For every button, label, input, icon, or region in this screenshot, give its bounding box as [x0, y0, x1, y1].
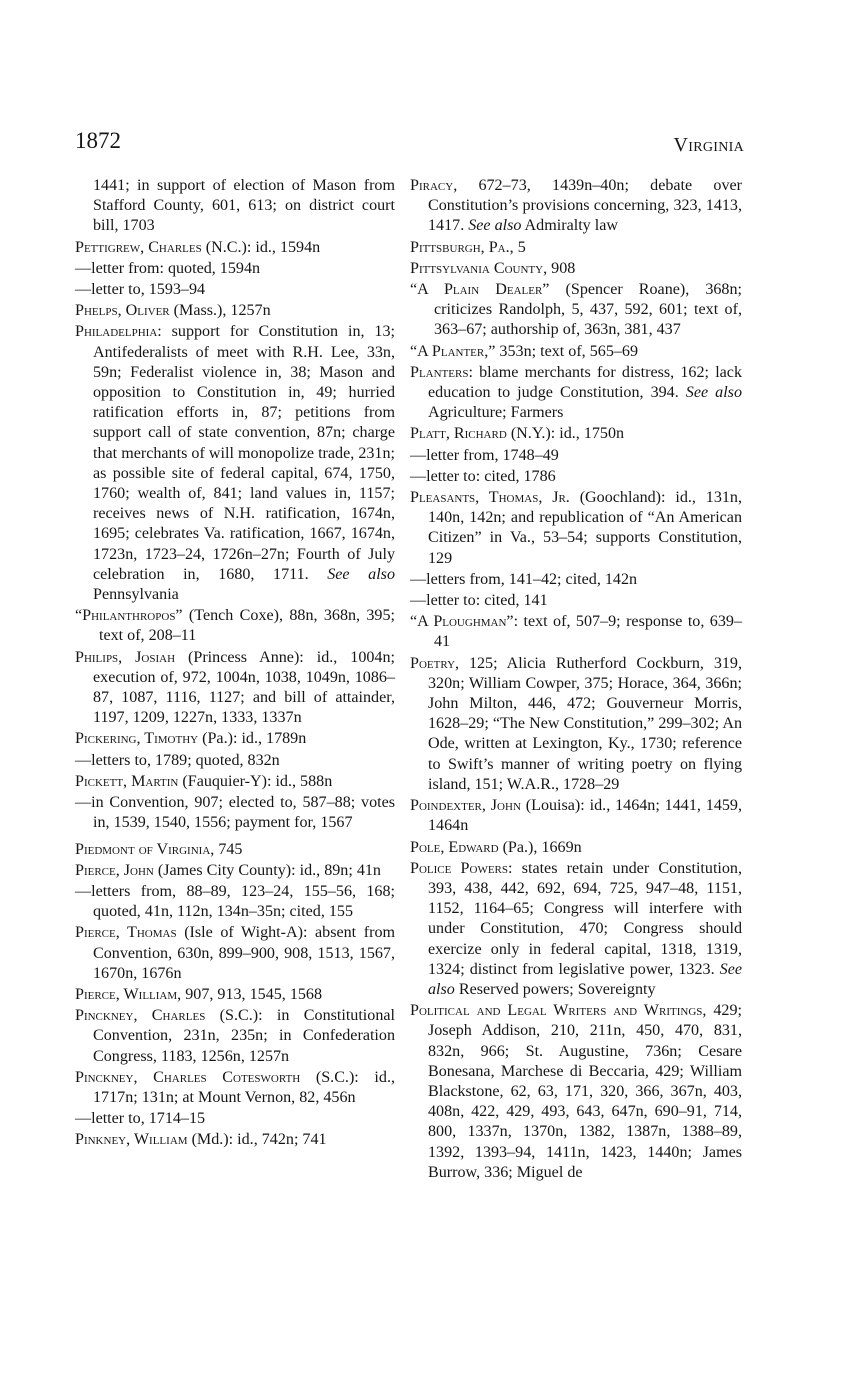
index-entry	[75, 176, 395, 237]
index-headword: “Philanthropos”	[75, 607, 183, 625]
index-entry	[75, 793, 395, 833]
index-entry	[410, 591, 742, 611]
index-entry	[75, 648, 395, 729]
index-entry	[75, 861, 395, 881]
index-entry	[75, 1068, 395, 1108]
index-headword: Pickett, Martin	[75, 772, 179, 790]
index-entry	[410, 796, 742, 836]
index-entry-text: (Tench Coxe), 88n, 368n, 395; text of, 208–11	[99, 607, 395, 645]
see-also-target: Reserved powers; Sovereignty	[454, 980, 656, 998]
page-number: 1872	[75, 128, 121, 153]
index-headword: Phelps, Oliver	[75, 302, 170, 320]
index-entry-text: (Goochland): id., 131n, 140n, 142n; and republication of “An American Citizen” in Va., 53–54; supports Constitution, 129	[428, 489, 742, 567]
index-entry	[75, 280, 395, 300]
index-headword: Piedmont of Virginia	[75, 840, 211, 858]
index-entry	[410, 176, 742, 237]
index-entry	[410, 570, 742, 590]
index-column-left	[75, 176, 395, 1152]
index-headword: Poindexter, John	[410, 797, 521, 815]
see-also-target: Admiralty law	[521, 217, 618, 235]
index-headword: Piracy	[410, 177, 454, 194]
index-entry-text: (N.Y.): id., 1750n	[506, 425, 625, 443]
index-entry	[75, 259, 395, 279]
index-entry	[75, 985, 395, 1005]
index-entry-text: —letter to, 1714–15	[75, 1110, 206, 1128]
index-entry-text: (Pa.): id., 1789n	[198, 730, 307, 748]
index-headword: Poetry	[410, 654, 456, 672]
index-headword: Pickering, Timothy	[75, 730, 199, 748]
index-headword: Pleasants, Thomas, Jr.	[410, 489, 570, 507]
index-entry	[410, 1001, 742, 1183]
index-entry-text: —letter from, 1748–49	[410, 446, 559, 464]
index-entry-text: —letters from, 88–89, 123–24, 155–56, 168; quoted, 41n, 112n, 134n–35n; cited, 155	[75, 882, 395, 921]
index-headword: Pinckney, Charles Cotesworth	[75, 1068, 301, 1086]
index-entry	[410, 654, 742, 795]
index-entry-text: , 745	[210, 840, 243, 858]
index-entry-text: (Princess Anne): id., 1004n; execution of, 972, 1004n, 1038, 1049n, 1086–87, 1087, 1116, 1127; and bill of attainder, 1197, 1209, 1227n, 1333, 1337n	[93, 648, 395, 727]
index-entry	[410, 238, 742, 258]
index-entry	[410, 488, 742, 569]
index-entry	[410, 612, 742, 652]
index-entry	[75, 840, 395, 860]
index-entry	[75, 772, 395, 792]
index-entry-text: (Louisa): id., 1464n; 1441, 1459, 1464n	[428, 797, 742, 835]
index-entry-text: : support for Constitution in, 13; Antifederalists of meet with R.H. Lee, 33n, 59n; Federalist violence in, 38; Mason and opposition to Constitution in, 49; hurried ratification efforts in, 87; petitions from support call of state convention, 87n; charge that merchants of will monopolize trade, 231n; as possible site of federal capital, 674, 1750, 1760; wealth of, 841; land values in, 1157; receives news of N.H. ratification, 1674n, 1695; celebrates Va. ratification, 1667, 1674n, 1723n, 1723–24, 1726n–27n; Fourth of July celebration in, 1680, 1711.	[93, 323, 395, 583]
index-entry-text: , 672–73, 1439n–40n; debate over Constitution’s provisions concerning, 323, 1413, 1417.	[428, 177, 742, 235]
index-entry	[75, 1006, 395, 1067]
index-entry-text: (Md.): id., 742n; 741	[187, 1131, 327, 1149]
index-entry	[410, 259, 742, 279]
see-also-label: See also	[327, 565, 395, 583]
index-entry-text: 1441; in support of election of Mason from Stafford County, 601, 613; on district court bill, 1703	[93, 177, 395, 235]
index-entry	[410, 859, 742, 1000]
index-entry-text: —letter to, 1593–94	[75, 281, 206, 299]
index-entry-text: (N.C.): id., 1594n	[201, 238, 321, 256]
index-entry-text: —letter from: quoted, 1594n	[75, 259, 261, 277]
index-headword: Police Powers	[410, 859, 509, 877]
index-headword: Pittsburgh, Pa.	[410, 238, 510, 256]
index-entry-text: (Spencer Roane), 368n; criticizes Randolph, 5, 437, 592, 601; text of, 363–67; authorship of, 363n, 381, 437	[434, 281, 742, 339]
index-headword: “A Planter,”	[410, 342, 496, 360]
index-entry	[410, 446, 742, 466]
index-entry-text: , 5	[509, 238, 526, 256]
index-entry	[410, 424, 742, 444]
index-headword: Philadelphia	[75, 323, 158, 341]
see-also-label: See also	[428, 960, 742, 998]
index-headword: Pinckney, Charles	[75, 1007, 206, 1025]
index-entry-text: , 907, 913, 1545, 1568	[177, 985, 323, 1003]
index-entry	[410, 363, 742, 424]
index-headword: Pierce, William	[75, 985, 178, 1003]
index-entry-text: , 429; Joseph Addison, 210, 211n, 450, 470, 831, 832n, 966; St. Augustine, 736n; Cesare Bonesana, Marchese di Beccaria, 429; William Blackstone, 62, 63, 171, 320, 366, 367n, 403, 408n, 422, 429, 493, 643, 647n, 690–91, 714, 800, 1337n, 1370n, 1382, 1387n, 1388–89, 1392, 1393–94, 1411n, 1423, 1440n; James Burrow, 336; Miguel de	[428, 1002, 742, 1181]
index-entry-text: : text of, 507–9; response to, 639–41	[434, 613, 742, 651]
index-headword: “A Ploughman”	[410, 613, 514, 631]
index-entry-text: (S.C.): in Constitutional Convention, 231n, 235n; in Confederation Congress, 1183, 1256n, 1257n	[93, 1007, 395, 1065]
index-entry-text: —letter to: cited, 141	[410, 592, 548, 610]
index-entry-text: (Pa.), 1669n	[498, 838, 582, 856]
index-entry	[75, 1109, 395, 1129]
index-entry	[75, 322, 395, 605]
index-entry	[75, 751, 395, 771]
index-entry-text: —letters from, 141–42; cited, 142n	[410, 570, 638, 588]
index-entry-text: (S.C.): id., 1717n; 131n; at Mount Vernon, 82, 456n	[93, 1068, 395, 1106]
index-entry	[410, 467, 742, 487]
index-headword: Pettigrew, Charles	[75, 238, 202, 256]
see-also-target: Pennsylvania	[93, 586, 179, 604]
running-head: Virginia	[673, 134, 744, 156]
index-headword: Planters	[410, 363, 469, 381]
index-entry	[75, 301, 395, 321]
index-entry-text: —in Convention, 907; elected to, 587–88; votes in, 1539, 1540, 1556; payment for, 1567	[75, 794, 395, 832]
index-entry-text: , 125; Alicia Rutherford Cockburn, 319, 320n; William Cowper, 375; Horace, 364, 366n; John Milton, 446, 472; Gouverneur Morris, 1628–29; “The New Constitution,” 299–302; An Ode, written at Lexington, Ky., 1730; reference to Swift’s manner of writing poetry on flying island, 151; W.A.R., 1728–29	[428, 654, 742, 793]
index-entry-text: , 908	[543, 259, 576, 277]
index-headword: Pinkney, William	[75, 1131, 188, 1149]
index-entry	[75, 238, 395, 258]
index-entry-text: (James City County): id., 89n; 41n	[153, 861, 381, 879]
index-entry	[75, 606, 395, 646]
index-entry-text: : states retain under Constitution, 393, 438, 442, 692, 694, 725, 947–48, 1151, 1152, 1164–65; Congress will interfere with under Constitution, 470; Congress should exercize only in federal capital, 1318, 1319, 1324; distinct from legislative power, 1323.	[428, 859, 743, 978]
index-entry	[75, 882, 395, 922]
see-also-label: See also	[685, 384, 742, 402]
index-entry	[75, 923, 395, 984]
index-headword: Pole, Edward	[410, 838, 499, 856]
index-entry-text: (Mass.), 1257n	[169, 302, 271, 320]
index-entry	[410, 838, 742, 858]
index-headword: Political and Legal Writers and Writings	[410, 1002, 703, 1020]
index-entry	[75, 1130, 395, 1150]
index-entry-text: —letters to, 1789; quoted, 832n	[75, 751, 280, 769]
index-entry-text: (Isle of Wight-A): absent from Convention, 630n, 899–900, 908, 1513, 1567, 1670n, 1676n	[93, 924, 396, 982]
index-headword: Pierce, John	[75, 861, 154, 879]
index-column-right	[410, 176, 742, 1184]
index-headword: Platt, Richard	[410, 425, 507, 443]
index-entry	[410, 342, 742, 362]
index-headword: Pierce, Thomas	[75, 924, 177, 942]
index-entry-text: —letter to: cited, 1786	[410, 467, 556, 485]
index-headword: Philips, Josiah	[75, 648, 176, 666]
index-entry-text: : blame merchants for distress, 162; lack education to judge Constitution, 394.	[428, 363, 742, 402]
index-entry	[410, 280, 742, 341]
index-headword: “A Plain Dealer”	[410, 281, 550, 299]
index-entry-text: (Fauquier-Y): id., 588n	[178, 772, 333, 790]
see-also-target: Agriculture; Farmers	[428, 404, 564, 422]
index-entry-text: 353n; text of, 565–69	[495, 342, 639, 360]
index-entry	[75, 729, 395, 749]
index-headword: Pittsylvania County	[410, 259, 544, 277]
see-also-label: See also	[468, 217, 522, 235]
